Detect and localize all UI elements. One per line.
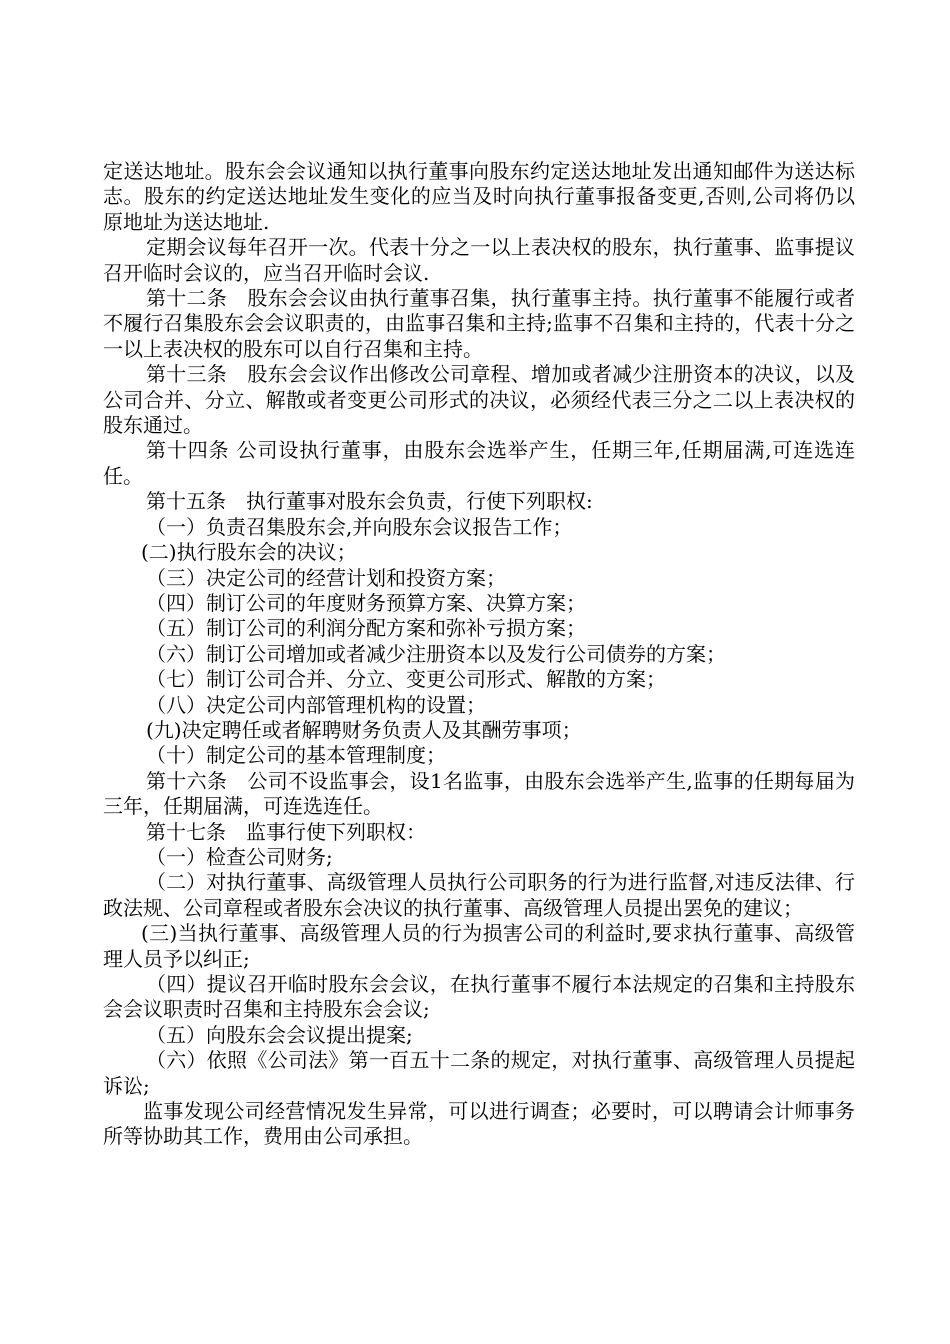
article-15: 第十五条 执行董事对股东会负责，行使下列职权: <box>146 489 593 514</box>
article-17-item-5: （五）向股东会会议提出提案; <box>146 1022 413 1047</box>
article-17-item-4: （四）提议召开临时股东会会议，在执行董事不履行本法规定的召集和主持股东会会议职责时召集和主持股东会会议; <box>103 972 855 1022</box>
article-15-item-6: （六）制订公司增加或者减少注册资本以及发行公司债券的方案； <box>146 641 726 666</box>
article-17-item-6: （六）依照《公司法》第一百五十二条的规定，对执行董事、高级管理人员提起诉讼; <box>103 1048 855 1098</box>
article-15-item-5: （五）制订公司的利润分配方案和弥补亏损方案； <box>146 616 586 641</box>
article-12: 第十二条 股东会会议由执行董事召集，执行董事主持。执行董事不能履行或者不履行召集股东会会议职责的，由监事召集和主持;监事不召集和主持的，代表十分之一以上表决权的股东可以自行召集和主持。 <box>103 286 855 361</box>
article-15-item-1: （一）负责召集股东会,并向股东会议报告工作； <box>146 514 573 539</box>
article-15-item-8: （八）决定公司内部管理机构的设置； <box>146 692 486 717</box>
article-17-item-1: （一）检查公司财务; <box>146 844 333 869</box>
article-13: 第十三条 股东会会议作出修改公司章程、增加或者减少注册资本的决议，以及公司合并、分立、解散或者变更公司形式的决议，必须经代表三分之二以上表决权的股东通过。 <box>103 362 855 438</box>
document-page <box>103 159 855 1150</box>
article-14: 第十四条 公司设执行董事，由股东会选举产生，任期三年,任期届满,可连选连任。 <box>103 438 855 488</box>
article-15-item-2: (二)执行股东会的决议； <box>141 540 357 565</box>
article-15-item-9: (九)决定聘任或者解聘财务负责人及其酬劳事项； <box>146 717 582 742</box>
article-16: 第十六条 公司不设监事会，设1名监事，由股东会选举产生,监事的任期每届为三年，任期届满，可连选连任。 <box>103 768 855 819</box>
paragraph-notice-address: 定送达地址。股东会会议通知以执行董事向股东约定送达地址发出通知邮件为送达标志。股东的约定送达地址发生变化的应当及时向执行董事报备变更,否则,公司将仍以原地址为送达地址. <box>103 159 855 234</box>
article-15-item-3: （三）决定公司的经营计划和投资方案； <box>146 565 506 590</box>
paragraph-supervisor-investigation: 监事发现公司经营情况发生异常，可以进行调查；必要时，可以聘请会计师事务所等协助其工作，费用由公司承担。 <box>103 1099 855 1149</box>
paragraph-regular-meeting: 定期会议每年召开一次。代表十分之一以上表决权的股东，执行董事、监事提议召开临时会议的，应当召开临时会议. <box>103 235 855 285</box>
article-17: 第十七条 监事行使下列职权： <box>146 819 426 844</box>
article-15-item-4: （四）制订公司的年度财务预算方案、决算方案； <box>146 590 586 615</box>
article-15-item-7: （七）制订公司合并、分立、变更公司形式、解散的方案； <box>146 667 666 692</box>
article-15-item-10: （十）制定公司的基本管理制度； <box>146 743 446 768</box>
article-17-item-2: （二）对执行董事、高级管理人员执行公司职务的行为进行监督,对违反法律、行政法规、公司章程或者股东会决议的执行董事、高级管理人员提出罢免的建议； <box>103 870 855 920</box>
article-17-item-3: (三)当执行董事、高级管理人员的行为损害公司的利益时,要求执行董事、高级管理人员予以纠正; <box>103 921 855 971</box>
